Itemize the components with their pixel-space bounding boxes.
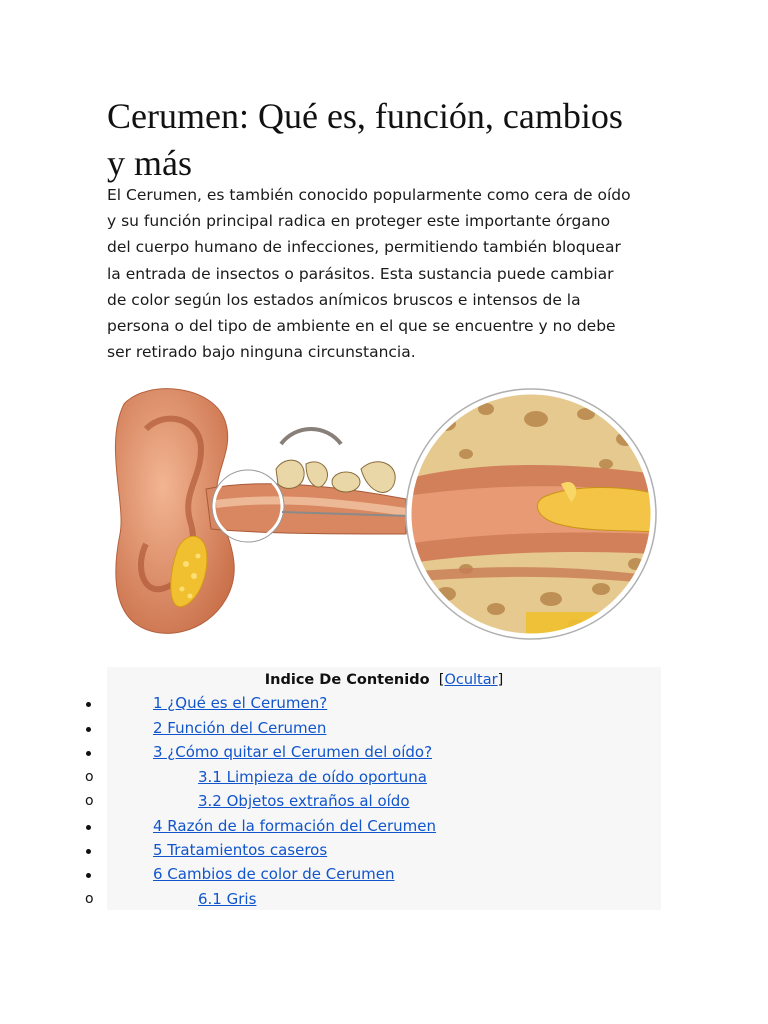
- intro-line: la entrada de insectos o parásitos. Esta sustancia puede cambiar: [107, 264, 614, 283]
- bullet-disc: [86, 702, 91, 707]
- toc-item: [0, 740, 700, 764]
- toc-item: [0, 789, 700, 813]
- toc-bracket: ]: [497, 672, 504, 688]
- article-intro: [107, 182, 667, 365]
- toc-item: [0, 887, 700, 911]
- toc-link-tratamientos[interactable]: 5 Tratamientos caseros: [153, 841, 328, 859]
- toc-hide-link[interactable]: Ocultar: [444, 672, 498, 688]
- toc-item: [0, 862, 700, 886]
- intro-line: y su función principal radica en proteger este importante órgano: [107, 212, 611, 231]
- toc-link-cambios-color[interactable]: 6 Cambios de color de Cerumen: [153, 865, 395, 883]
- intro-line: ser retirado bajo ninguna circunstancia.: [107, 343, 416, 362]
- toc-item: [0, 814, 700, 838]
- bullet-disc: [86, 849, 91, 854]
- toc-link-objetos[interactable]: 3.2 Objetos extraños al oído: [198, 792, 410, 810]
- intro-line: persona o del tipo de ambiente en el que se encuentre y no debe: [107, 317, 616, 336]
- toc-item: [0, 838, 700, 862]
- bullet-circle: o: [85, 793, 94, 809]
- toc-link-funcion[interactable]: 2 Función del Cerumen: [153, 719, 327, 737]
- toc-bracket: [: [438, 672, 445, 688]
- article-title: [107, 93, 687, 187]
- bullet-circle: o: [85, 769, 94, 785]
- bullet-circle: o: [85, 891, 94, 907]
- intro-line: del cuerpo humano de infecciones, permitiendo también bloquear: [107, 238, 621, 257]
- toc-link-limpieza[interactable]: 3.1 Limpieza de oído oportuna: [198, 768, 427, 786]
- toc-heading: Indice De Contenido: [264, 672, 430, 688]
- toc-link-como-quitar[interactable]: 3 ¿Cómo quitar el Cerumen del oído?: [153, 743, 433, 761]
- bullet-disc: [86, 825, 91, 830]
- toc-link-que-es[interactable]: 1 ¿Qué es el Cerumen?: [153, 694, 328, 712]
- ear-anatomy-illustration: [106, 384, 666, 646]
- toc-header: [107, 669, 661, 691]
- bullet-disc: [86, 751, 91, 756]
- article-title-line-2: y más: [107, 143, 192, 183]
- toc-link-razon[interactable]: 4 Razón de la formación del Cerumen: [153, 817, 437, 835]
- intro-line: de color según los estados anímicos bruscos e intensos de la: [107, 290, 581, 309]
- intro-line: El Cerumen, es también conocido popularmente como cera de oído: [107, 186, 631, 204]
- toc-item: [0, 691, 700, 715]
- toc-item: [0, 716, 700, 740]
- bullet-disc: [86, 727, 91, 732]
- toc-link-gris[interactable]: 6.1 Gris: [198, 890, 257, 908]
- middle-ear-bones: [276, 460, 395, 492]
- bullet-disc: [86, 873, 91, 878]
- article-title-line-1: Cerumen: Qué es, función, cambios: [107, 96, 623, 136]
- toc-item: [0, 765, 700, 789]
